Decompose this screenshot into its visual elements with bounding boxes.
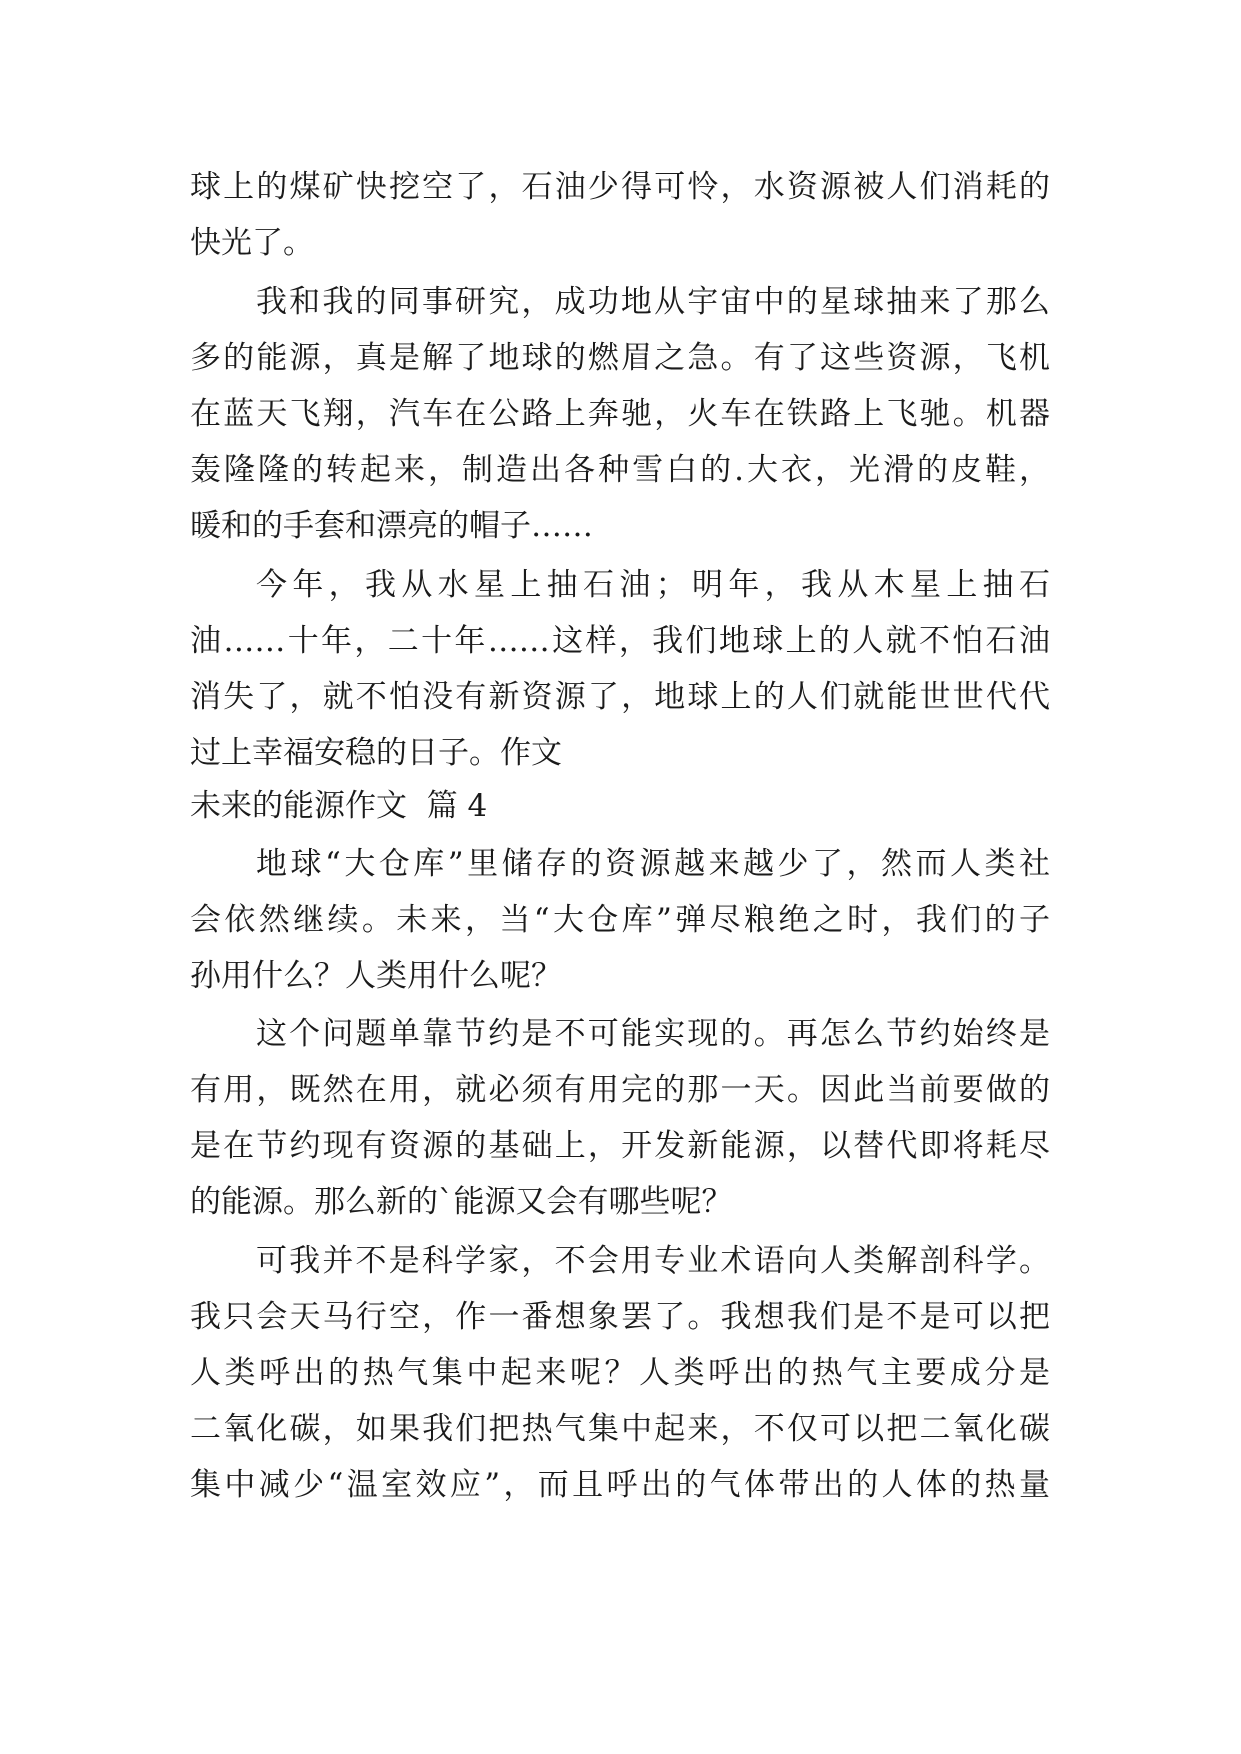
paragraph-line: 暖和的手套和漂亮的帽子…… (190, 508, 593, 544)
paragraph-line: 我和我的同事研究，成功地从宇宙中的星球抽来了那么 (256, 284, 1050, 320)
paragraph-line: 油……十年，二十年……这样，我们地球上的人就不怕石油 (190, 623, 1050, 659)
paragraph-line: 的能源。那么新的`能源又会有哪些呢？ (190, 1184, 733, 1220)
paragraph-line: 地球“大仓库”里储存的资源越来越少了，然而人类社 (256, 846, 1050, 882)
paragraph-line: 集中减少“温室效应”，而且呼出的气体带出的人体的热量 (190, 1467, 1050, 1503)
paragraph-line: 消失了，就不怕没有新资源了，地球上的人们就能世世代代 (190, 679, 1050, 715)
paragraph-line: 轰隆隆的转起来，制造出各种雪白的.大衣，光滑的皮鞋， (190, 452, 1050, 488)
paragraph-line: 会依然继续。未来，当“大仓库”弹尽粮绝之时，我们的子 (190, 902, 1050, 938)
paragraph-line: 多的能源，真是解了地球的燃眉之急。有了这些资源，飞机 (190, 340, 1050, 376)
paragraph-line: 今年，我从水星上抽石油；明年，我从木星上抽石 (256, 567, 1050, 603)
paragraph-line: 在蓝天飞翔，汽车在公路上奔驰，火车在铁路上飞驰。机器 (190, 396, 1050, 432)
paragraph-line: 人类呼出的热气集中起来呢？人类呼出的热气主要成分是 (190, 1355, 1050, 1391)
paragraph-line: 这个问题单靠节约是不可能实现的。再怎么节约始终是 (256, 1016, 1050, 1052)
paragraph-line: 二氧化碳，如果我们把热气集中起来，不仅可以把二氧化碳 (190, 1411, 1050, 1447)
paragraph-line: 可我并不是科学家，不会用专业术语向人类解剖科学。 (256, 1243, 1050, 1279)
paragraph-line: 有用，既然在用，就必须有用完的那一天。因此当前要做的 (190, 1072, 1050, 1108)
paragraph-line: 是在节约现有资源的基础上，开发新能源，以替代即将耗尽 (190, 1128, 1050, 1164)
paragraph-line: 球上的煤矿快挖空了，石油少得可怜，水资源被人们消耗的 (190, 169, 1050, 205)
section-heading: 未来的能源作文 篇 4 (190, 788, 488, 824)
paragraph-line: 我只会天马行空，作一番想象罢了。我想我们是不是可以把 (190, 1299, 1050, 1335)
paragraph-line: 过上幸福安稳的日子。作文 (190, 735, 562, 771)
paragraph-line: 快光了。 (190, 225, 314, 261)
paragraph-line: 孙用什么？人类用什么呢？ (190, 958, 562, 994)
